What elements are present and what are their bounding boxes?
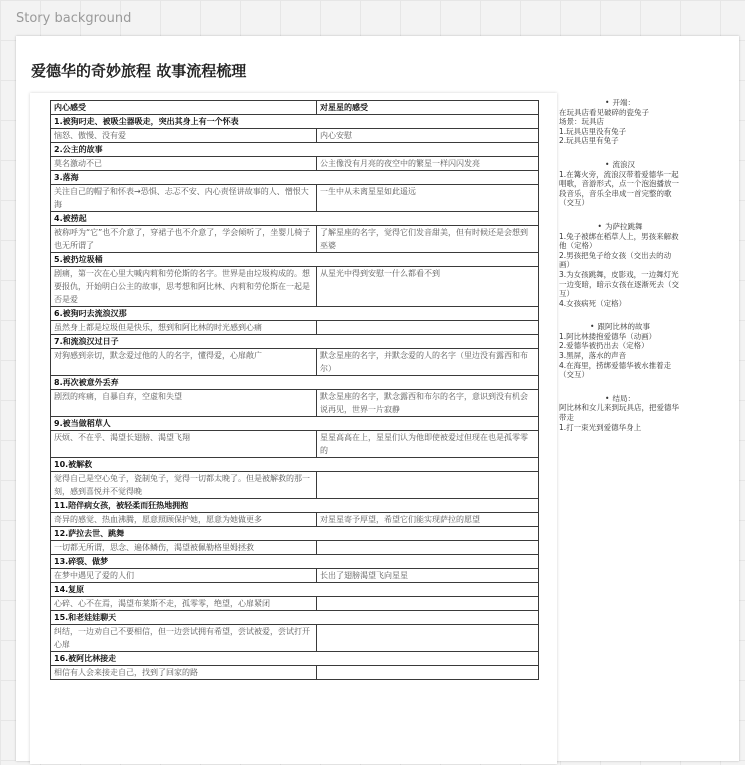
- section-row: [51, 652, 539, 666]
- page-title: 爱德华的奇妙旅程 故事流程梳理: [31, 62, 247, 80]
- note-heading-text: 开端：: [612, 98, 635, 107]
- note-line: 2.爱德华被扔出去（定格）: [559, 341, 649, 351]
- section-row: [51, 555, 539, 569]
- cell-star-feeling: [317, 541, 539, 555]
- table-row: [51, 597, 539, 611]
- note-heading: [559, 394, 681, 404]
- note-line: 1.阿比林搂抱爱德华（动画）: [559, 331, 657, 341]
- section-row: [51, 307, 539, 321]
- note-heading-text: 流浪汉: [612, 159, 635, 169]
- section-title: 4.被捞起: [51, 212, 539, 226]
- section-row: [51, 376, 539, 390]
- cell-star-feeling: 从星光中得到安慰一什么都看不到: [317, 267, 539, 307]
- cell-star-feeling: 了解星座的名字，觉得它们发音甜美，但有时候还是会想到巫婆: [317, 226, 539, 253]
- bullet-icon: •: [605, 393, 610, 403]
- bullet-icon: •: [605, 98, 610, 107]
- header-star-feelings: 对星星的感受: [317, 101, 539, 115]
- note-line: 阿比林和女儿来到玩具店，把爱德华带走: [559, 403, 679, 423]
- story-frame[interactable]: [16, 36, 739, 761]
- cell-inner-feeling: 相信有人会来接走自己，找到了回家的路: [51, 666, 317, 680]
- section-title: 7.和流浪汉过日子: [51, 335, 539, 349]
- cell-star-feeling: 默念星座的名字，并默念爱的人的名字（里边没有露西和布尔）: [317, 349, 539, 376]
- section-title: 6.被狗叼去流浪汉那: [51, 307, 539, 321]
- table-row: [51, 226, 539, 253]
- note-group: [559, 98, 681, 146]
- note-line: 2.玩具店里有兔子: [559, 136, 619, 146]
- note-heading: [559, 222, 681, 232]
- bullet-icon: •: [590, 322, 595, 332]
- cell-inner-feeling: 心碎、心不在焉，渴望布莱斯不走，孤零零，绝望，心扉紧闭: [51, 597, 317, 611]
- note-heading-text: 为萨拉跳舞: [604, 221, 643, 231]
- table-row: [51, 625, 539, 652]
- table-row: [51, 431, 539, 458]
- note-heading: [559, 98, 681, 108]
- note-group: [559, 394, 681, 432]
- cell-star-feeling: [317, 472, 539, 499]
- cell-inner-feeling: 虽然身上都是垃圾但是快乐，想到和阿比林的时光感到心痛: [51, 321, 317, 335]
- cell-inner-feeling: 觉得自己是空心兔子，瓷制兔子，觉得一切都太晚了。但是被解救的那一刻，感到喜悦并不觉得晚: [51, 472, 317, 499]
- section-title: 9.被当做稻草人: [51, 417, 539, 431]
- cell-star-feeling: 星星高高在上，星星们认为他即使被爱过但现在也是孤零零的: [317, 431, 539, 458]
- note-line: 3.为女孩跳舞，皮影戏，一边舞灯光一边变暗，暗示女孩在逐渐死去（交互）: [559, 269, 679, 299]
- table-row: [51, 321, 539, 335]
- cell-star-feeling: 内心安慰: [317, 129, 539, 143]
- cell-star-feeling: 长出了翅膀渴望飞向星星: [317, 569, 539, 583]
- cell-inner-feeling: 关注自己的帽子和怀表→恐惧、忐忑不安、内心责怪讲故事的人、憎恨大海: [51, 185, 317, 212]
- section-row: [51, 527, 539, 541]
- section-row: [51, 143, 539, 157]
- section-title: 14.复原: [51, 583, 539, 597]
- bullet-icon: •: [605, 159, 610, 169]
- section-title: 15.和老娃娃聊天: [51, 611, 539, 625]
- section-row: [51, 458, 539, 472]
- cell-inner-feeling: 被称呼为“它”也不介意了，穿裙子也不介意了，学会倾听了，坐婴儿椅子也无所谓了: [51, 226, 317, 253]
- table-row: [51, 472, 539, 499]
- cell-star-feeling: 对星星寄予厚望，希望它们能实现萨拉的愿望: [317, 513, 539, 527]
- table-row: [51, 267, 539, 307]
- section-title: 3.落海: [51, 171, 539, 185]
- bullet-icon: •: [597, 221, 602, 231]
- section-title: 1.被狗叼走、被吸尘器吸走，突出其身上有一个怀表: [51, 115, 539, 129]
- section-title: 10.被解救: [51, 458, 539, 472]
- cell-inner-feeling: 莫名激动不已: [51, 157, 317, 171]
- note-heading: [559, 322, 681, 332]
- table-header: [51, 101, 539, 115]
- cell-star-feeling: 公主像没有月亮的夜空中的繁星一样闪闪发亮: [317, 157, 539, 171]
- section-row: [51, 611, 539, 625]
- section-row: [51, 417, 539, 431]
- table-row: [51, 666, 539, 680]
- cell-inner-feeling: 恼怒、傲慢、没有爱: [51, 129, 317, 143]
- note-line: 1.玩具店里没有兔子: [559, 126, 627, 136]
- section-title: 8.再次被意外丢弃: [51, 376, 539, 390]
- cell-inner-feeling: 对狗感到亲切，默念爱过他的人的名字，懂得爱，心扉敞广: [51, 349, 317, 376]
- note-line: 3.黑屏，落水的声音: [559, 351, 627, 361]
- cell-star-feeling: 一生中从未离星星如此遥远: [317, 185, 539, 212]
- section-row: [51, 335, 539, 349]
- section-title: 2.公主的故事: [51, 143, 539, 157]
- cell-inner-feeling: 剧烈的疼痛，自暴自弃，空虚和失望: [51, 390, 317, 417]
- section-row: [51, 253, 539, 267]
- table-row: [51, 349, 539, 376]
- table-row: [51, 541, 539, 555]
- note-group: [559, 322, 681, 380]
- document-image[interactable]: [30, 93, 557, 764]
- note-heading: [559, 160, 681, 170]
- section-title: 11.陪伴病女孩，被轻柔而狂热地拥抱: [51, 499, 539, 513]
- cell-star-feeling: [317, 625, 539, 652]
- cell-inner-feeling: 在梦中遇见了爱的人们: [51, 569, 317, 583]
- section-title: 13.碎裂、做梦: [51, 555, 539, 569]
- cell-star-feeling: [317, 321, 539, 335]
- sticky-notes[interactable]: [559, 98, 681, 446]
- note-heading-text: 结局：: [612, 393, 635, 403]
- section-row: [51, 583, 539, 597]
- cell-inner-feeling: 纠结，一边劝自己不要相信，但一边尝试拥有希望，尝试被爱，尝试打开心扉: [51, 625, 317, 652]
- table-row: [51, 129, 539, 143]
- cell-star-feeling: 默念星座的名字，默念露西和布尔的名字，意识到没有机会说再见，世界一片寂静: [317, 390, 539, 417]
- table-row: [51, 157, 539, 171]
- section-row: [51, 212, 539, 226]
- cell-inner-feeling: 奇异的感觉、热血沸腾，愿意照顾保护她，愿意为她做更多: [51, 513, 317, 527]
- note-line: 场景：玩具店: [559, 117, 604, 127]
- section-row: [51, 115, 539, 129]
- section-title: 12.萨拉去世、跳舞: [51, 527, 539, 541]
- cell-inner-feeling: 厌烦、不在乎、渴望长翅膀、渴望飞翔: [51, 431, 317, 458]
- table-row: [51, 390, 539, 417]
- note-line: 4.女孩病死（定格）: [559, 298, 627, 308]
- cell-star-feeling: [317, 666, 539, 680]
- note-line: 4.在海里，捞绑爱德华被水推着走（交互）: [559, 360, 672, 380]
- note-heading-text: 跟阿比林的故事: [597, 322, 650, 332]
- frame-label: Story background: [16, 11, 132, 26]
- note-group: [559, 222, 681, 308]
- note-line: 在玩具店看见破碎的瓷兔子: [559, 107, 649, 117]
- section-row: [51, 171, 539, 185]
- note-line: 1.兔子被绑在稻草人上，男孩来解救他（定格）: [559, 231, 679, 251]
- section-title: 16.被阿比林接走: [51, 652, 539, 666]
- story-table: [50, 100, 539, 680]
- cell-inner-feeling: 剧痛，第一次在心里大喊内莉和劳伦斯的名字。世界是由垃圾构成的。想要报仇，开始明白公主的故事，思考想和阿比林、内莉和劳伦斯在一起是否是爱: [51, 267, 317, 307]
- header-inner-feelings: 内心感受: [51, 101, 317, 115]
- note-line: 2.男孩把兔子给女孩（交出去的动画）: [559, 250, 672, 270]
- section-row: [51, 499, 539, 513]
- note-line: 1.在篝火旁，流浪汉带着爱德华一起唱歌，音游形式，点一个泡泡播放一段音乐，音乐全串成一首完整的歌（交互）: [559, 169, 679, 208]
- table-row: [51, 569, 539, 583]
- section-title: 5.被扔垃圾桶: [51, 253, 539, 267]
- table-row: [51, 513, 539, 527]
- note-group: [559, 160, 681, 208]
- cell-inner-feeling: 一切都无所谓，思念、遍体鳞伤，渴望被佩勒格里姆拯救: [51, 541, 317, 555]
- table-row: [51, 185, 539, 212]
- cell-star-feeling: [317, 597, 539, 611]
- note-line: 1.打一束光到爱德华身上: [559, 422, 642, 432]
